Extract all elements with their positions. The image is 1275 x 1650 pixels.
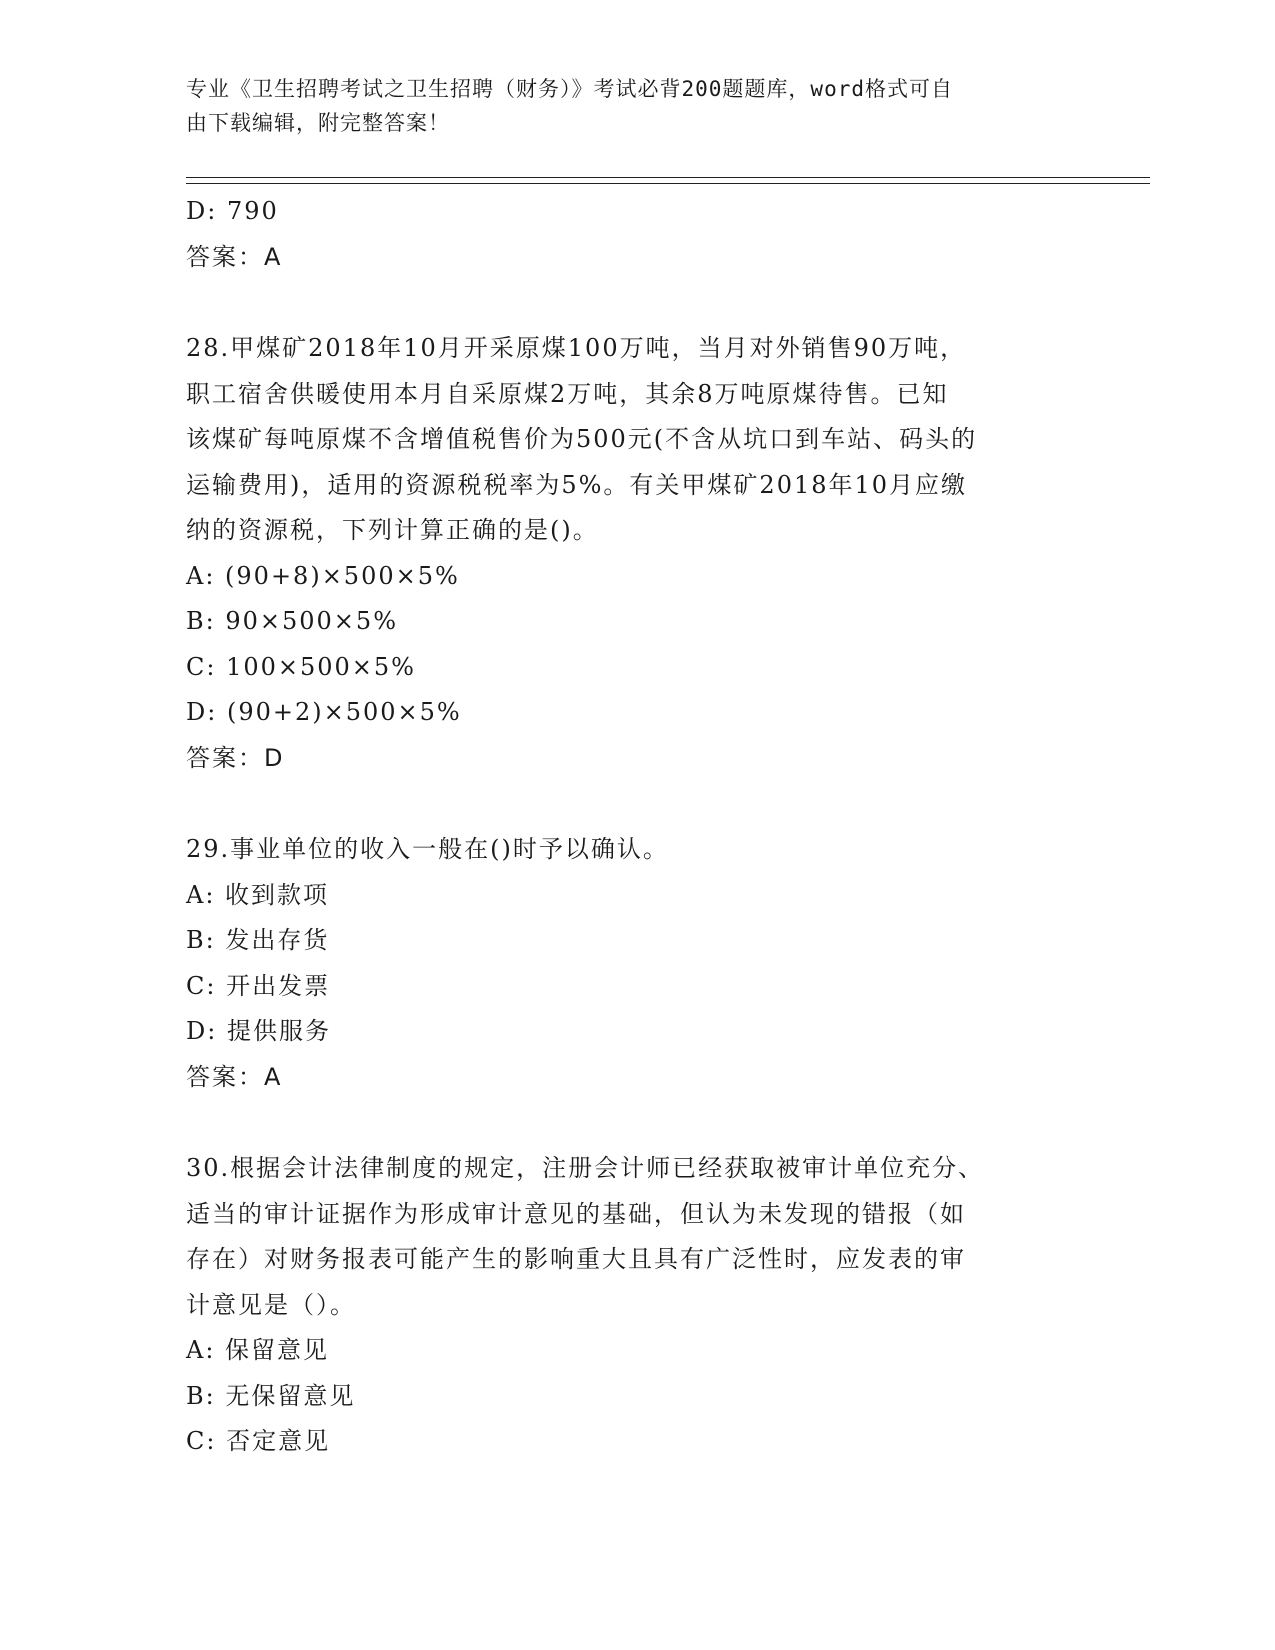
question-29-option-b: B: 发出存货 xyxy=(186,926,330,954)
question-30-line-3: 存在）对财务报表可能产生的影响重大且具有广泛性时，应发表的审 xyxy=(186,1245,966,1273)
header-line-1: 专业《卫生招聘考试之卫生招聘（财务）》考试必背200题题库，word格式可自 xyxy=(186,77,953,101)
question-28-option-a: A: (90+8)×500×5% xyxy=(186,561,460,590)
question-30-option-a: A: 保留意见 xyxy=(186,1336,330,1364)
spacer xyxy=(186,280,1086,326)
question-30 xyxy=(186,1146,1086,1465)
question-29-option-d: D: 提供服务 xyxy=(186,1017,331,1045)
question-29-option-a: A: 收到款项 xyxy=(186,880,330,909)
question-28-option-d: D: (90+2)×500×5% xyxy=(186,698,462,726)
spacer xyxy=(186,781,1086,827)
prev-option-d: D: 790 xyxy=(186,197,279,225)
question-28-line-3: 该煤矿每吨原煤不含增值税售价为500元(不含从坑口到车站、码头的 xyxy=(186,425,978,453)
question-30-line-1: 30.根据会计法律制度的规定，注册会计师已经获取被审计单位充分、 xyxy=(186,1154,985,1182)
question-29 xyxy=(186,827,1086,1100)
question-30-option-b: B: 无保留意见 xyxy=(186,1381,356,1410)
question-28-option-c: C: 100×500×5% xyxy=(186,652,416,681)
header-divider-bottom xyxy=(186,183,1150,184)
question-30-line-2: 适当的审计证据作为形成审计意见的基础，但认为未发现的错报（如 xyxy=(186,1199,966,1228)
header-line-2: 由下载编辑，附完整答案！ xyxy=(186,111,450,135)
question-30-option-c: C: 否定意见 xyxy=(186,1427,331,1455)
question-28-line-1: 28.甲煤矿2018年10月开采原煤100万吨，当月对外销售90万吨， xyxy=(186,334,967,362)
question-28 xyxy=(186,326,1086,781)
question-29-line-1: 29.事业单位的收入一般在()时予以确认。 xyxy=(186,835,669,863)
question-28-line-5: 纳的资源税，下列计算正确的是()。 xyxy=(186,516,599,544)
question-content xyxy=(186,189,1086,1465)
spacer xyxy=(186,1100,1086,1146)
question-30-line-4: 计意见是（）。 xyxy=(186,1290,356,1319)
question-29-option-c: C: 开出发票 xyxy=(186,971,331,1000)
question-28-line-2: 职工宿舍供暖使用本月自采原煤2万吨，其余8万吨原煤待售。已知 xyxy=(186,379,949,408)
question-28-answer: 答案：D xyxy=(186,743,285,772)
document-header xyxy=(186,72,1066,140)
question-28-option-b: B: 90×500×5% xyxy=(186,607,398,635)
prev-answer: 答案：A xyxy=(186,242,283,271)
question-28-line-4: 运输费用)，适用的资源税税率为5%。有关甲煤矿2018年10月应缴 xyxy=(186,470,968,499)
header-divider-top xyxy=(186,177,1150,178)
question-29-answer: 答案：A xyxy=(186,1062,283,1091)
